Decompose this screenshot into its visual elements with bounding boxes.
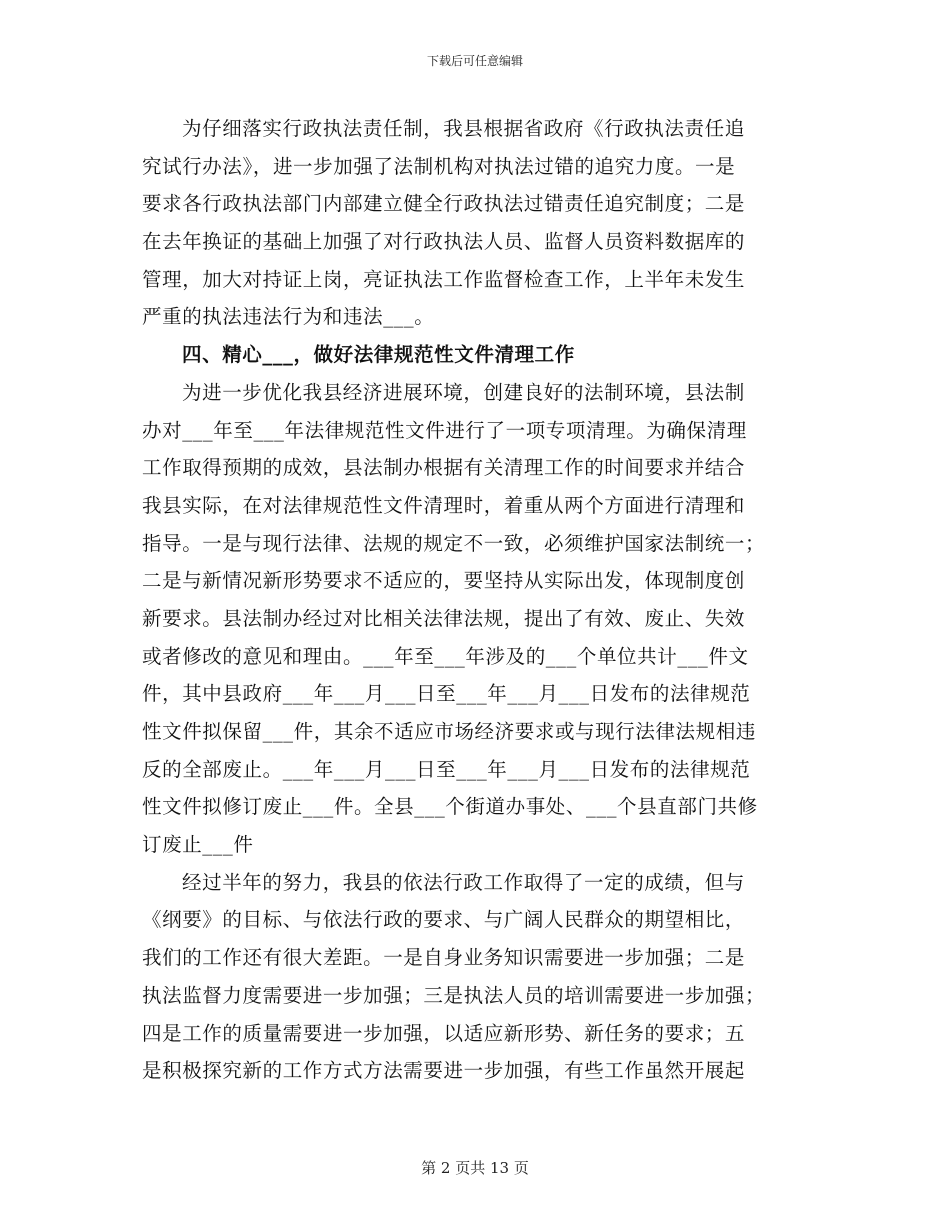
paragraph-line: 要求各行政执法部门内部建立健全行政执法过错责任追究制度；二是 <box>142 192 746 216</box>
paragraph-line: 办对___年至___年法律规范性文件进行了一项专项清理。为确保清理 <box>142 418 747 442</box>
paragraph-line: 我们的工作还有很大差距。一是自身业务知识需要进一步加强；二是 <box>142 946 746 970</box>
paragraph-line: 性文件拟保留___件，其余不适应市场经济要求或与现行法律法规相违 <box>142 720 756 743</box>
paragraph-line: 工作取得预期的成效，县法制办根据有关清理工作的时间要求并结合 <box>142 456 746 480</box>
paragraph-line: 管理，加大对持证上岗，亮证执法工作监督检查工作，上半年未发生 <box>142 267 746 291</box>
paragraph-line: 《纲要》的目标、与依法行政的要求、与广阔人民群众的期望相比， <box>142 908 746 932</box>
paragraph-line: 或者修改的意见和理由。___年至___年涉及的___个单位共计___件文 <box>142 644 749 668</box>
paragraph-line: 为进一步优化我县经济进展环境，创建良好的法制环境，县法制 <box>182 380 745 404</box>
paragraph-line: 是积极探究新的工作方式方法需要进一步加强，有些工作虽然开展起 <box>142 1059 746 1083</box>
paragraph-line: 件，其中县政府___年___月___日至___年___月___日发布的法律规范 <box>142 682 751 706</box>
paragraph-line: 四是工作的质量需要进一步加强，以适应新形势、新任务的要求；五 <box>142 1021 746 1045</box>
paragraph-line: 为仔细落实行政执法责任制，我县根据省政府《行政执法责任追 <box>182 117 745 140</box>
paragraph-line: 二是与新情况新形势要求不适应的，要坚持从实际出发，体现制度创 <box>142 569 746 593</box>
paragraph-line: 性文件拟修订废止___件。全县___个街道办事处、___个县直部门共修 <box>142 795 758 819</box>
page-footer: 第 2 页共 13 页 <box>421 1159 529 1177</box>
paragraph-line: 执法监督力度需要进一步加强；三是执法人员的培训需要进一步加强； <box>142 983 766 1007</box>
paragraph-line: 经过半年的努力，我县的依法行政工作取得了一定的成绩，但与 <box>182 870 745 894</box>
page-header: 下载后可任意编辑 <box>426 54 523 68</box>
paragraph-line: 新要求。县法制办经过对比相关法律法规，提出了有效、废止、失效 <box>142 606 746 630</box>
paragraph-line: 严重的执法违法行为和违法___。 <box>142 305 435 329</box>
paragraph-line: 我县实际，在对法律规范性文件清理时，着重从两个方面进行清理和 <box>142 493 746 517</box>
paragraph-line: 究试行办法》，进一步加强了法制机构对执法过错的追究力度。一是 <box>142 154 736 178</box>
section-heading: 四、精心___，做好法律规范性文件清理工作 <box>182 343 575 367</box>
paragraph-line: 反的全部废止。___年___月___日至___年___月___日发布的法律规范 <box>142 757 751 781</box>
paragraph-line: 在去年换证的基础上加强了对行政执法人员、监督人员资料数据库的 <box>142 230 746 254</box>
document-body <box>142 110 807 1090</box>
paragraph-line: 指导。一是与现行法律、法规的规定不一致，必须维护国家法制统一； <box>142 531 766 555</box>
paragraph-line: 订废止___件 <box>142 833 254 857</box>
